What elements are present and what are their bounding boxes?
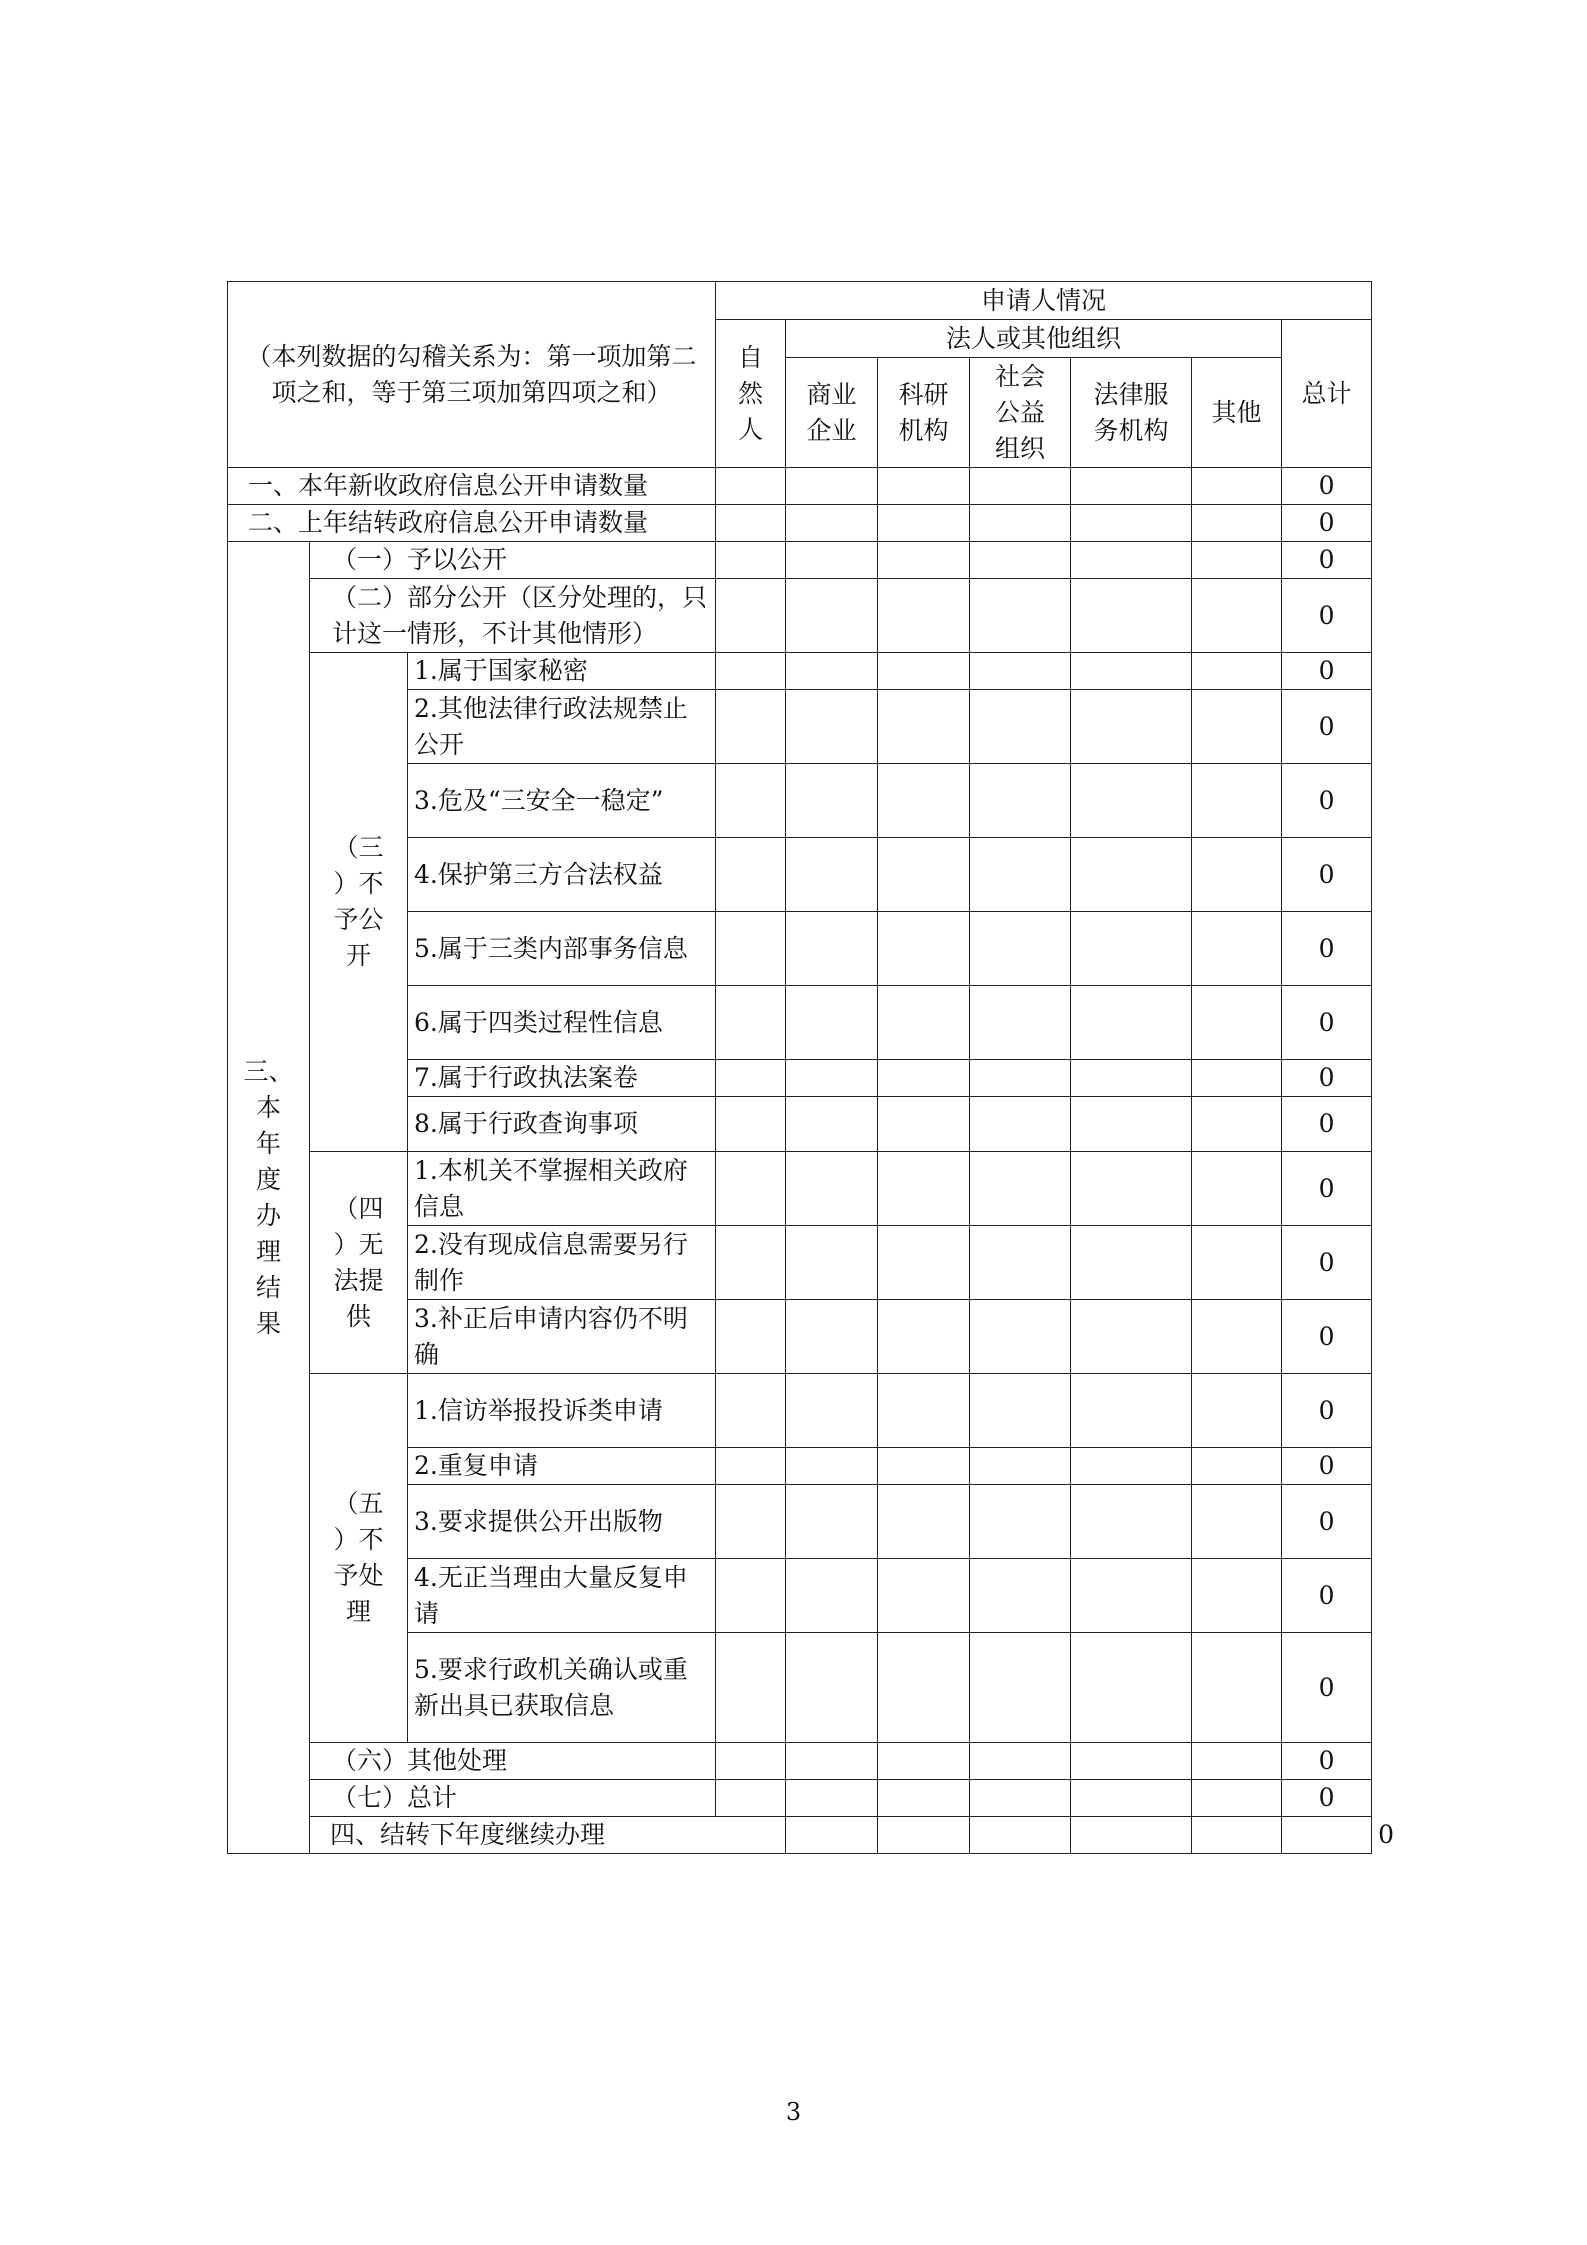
data-cell [970, 1780, 1071, 1817]
data-cell [1192, 764, 1282, 838]
data-cell [786, 1060, 878, 1097]
data-cell [1071, 1743, 1192, 1780]
data-cell [878, 838, 970, 912]
table-row [228, 282, 1372, 320]
row-label: 二、上年结转政府信息公开申请数量 [228, 505, 716, 542]
data-cell [716, 764, 786, 838]
data-cell [970, 1485, 1071, 1559]
data-cell [716, 542, 786, 579]
row-label: 7.属于行政执法案卷 [408, 1060, 716, 1097]
data-cell [970, 1559, 1071, 1633]
row-label: 四、结转下年度继续办理 [310, 1817, 786, 1854]
row-label: （一）予以公开 [310, 542, 716, 579]
data-cell [716, 1097, 786, 1152]
data-cell [878, 1485, 970, 1559]
applications-table [227, 281, 1395, 1854]
row-total: 0 [1282, 1559, 1372, 1633]
row-total: 0 [1282, 764, 1372, 838]
data-cell [716, 690, 786, 764]
row-total: 0 [1282, 1226, 1372, 1300]
data-cell [970, 1374, 1071, 1448]
row-total: 0 [1282, 1374, 1372, 1448]
data-cell [878, 1152, 970, 1226]
header-col-legal-service: 法律服 务机构 [1071, 358, 1192, 468]
data-cell [970, 579, 1071, 653]
row-total: 0 [1282, 1060, 1372, 1097]
data-cell [878, 1448, 970, 1485]
data-cell [716, 468, 786, 505]
data-cell [1192, 468, 1282, 505]
data-cell [1192, 579, 1282, 653]
data-cell [878, 912, 970, 986]
header-col-research: 科研 机构 [878, 358, 970, 468]
data-cell [878, 1559, 970, 1633]
data-cell [1071, 838, 1192, 912]
data-cell [970, 1226, 1071, 1300]
data-cell [1192, 912, 1282, 986]
table-row [228, 505, 1372, 542]
data-cell [1192, 505, 1282, 542]
row-total: 0 [1282, 1780, 1372, 1817]
row-label: 2.重复申请 [408, 1448, 716, 1485]
data-cell [786, 653, 878, 690]
data-cell [1192, 1097, 1282, 1152]
data-cell [1192, 1152, 1282, 1226]
data-cell [1071, 1780, 1192, 1817]
data-cell [878, 1060, 970, 1097]
data-cell [1071, 1633, 1192, 1743]
data-cell [1192, 542, 1282, 579]
data-cell [1192, 1743, 1282, 1780]
data-cell [878, 542, 970, 579]
data-cell [970, 653, 1071, 690]
data-cell [970, 1817, 1071, 1854]
data-cell [716, 1152, 786, 1226]
data-cell [1071, 468, 1192, 505]
data-cell [1071, 1152, 1192, 1226]
row-label: 1.信访举报投诉类申请 [408, 1374, 716, 1448]
group-cannot-provide: （四 ）无 法提 供 [310, 1152, 408, 1374]
data-cell [786, 579, 878, 653]
row-label: （六）其他处理 [310, 1743, 716, 1780]
data-cell [1071, 912, 1192, 986]
data-cell [878, 1097, 970, 1152]
data-cell [970, 912, 1071, 986]
data-cell [716, 1060, 786, 1097]
data-cell [1192, 1633, 1282, 1743]
row-label: 一、本年新收政府信息公开申请数量 [228, 468, 716, 505]
row-label: 2.其他法律行政法规禁止公开 [408, 690, 716, 764]
data-cell [716, 653, 786, 690]
row-total: 0 [1282, 542, 1372, 579]
table-row [228, 653, 1372, 690]
data-cell [716, 838, 786, 912]
row-total: 0 [1282, 1097, 1372, 1152]
row-total: 0 [1282, 1152, 1372, 1226]
data-cell [786, 542, 878, 579]
data-cell [1192, 1448, 1282, 1485]
row-total: 0 [1282, 912, 1372, 986]
row-total: 0 [1282, 468, 1372, 505]
data-cell [1071, 542, 1192, 579]
row-label: 8.属于行政查询事项 [408, 1097, 716, 1152]
row-label: 3.危及“三安全一稳定” [408, 764, 716, 838]
row-label: 4.保护第三方合法权益 [408, 838, 716, 912]
data-cell [970, 1097, 1071, 1152]
data-cell [716, 579, 786, 653]
data-cell [878, 1817, 970, 1854]
data-cell [786, 1226, 878, 1300]
data-cell [786, 986, 878, 1060]
data-cell [786, 690, 878, 764]
data-cell [1071, 1226, 1192, 1300]
data-cell [1192, 1374, 1282, 1448]
data-cell [878, 986, 970, 1060]
data-cell [1071, 1559, 1192, 1633]
data-cell [786, 1633, 878, 1743]
row-label: 1.属于国家秘密 [408, 653, 716, 690]
row-total: 0 [1282, 986, 1372, 1060]
row-label: （七）总计 [310, 1780, 716, 1817]
data-cell [878, 653, 970, 690]
data-cell [716, 505, 786, 542]
data-cell [878, 1374, 970, 1448]
table-row [228, 468, 1372, 505]
header-legal-org-group: 法人或其他组织 [786, 320, 1282, 358]
data-cell [878, 690, 970, 764]
row-total: 0 [1282, 690, 1372, 764]
data-cell [786, 1097, 878, 1152]
data-cell [716, 1300, 786, 1374]
row-total: 0 [1282, 1743, 1372, 1780]
table-row: 四、结转下年度继续办理 0 [228, 1817, 1372, 1854]
row-total: 0 [1282, 653, 1372, 690]
data-cell [1071, 764, 1192, 838]
data-cell [786, 912, 878, 986]
data-cell [970, 690, 1071, 764]
data-cell [1071, 1448, 1192, 1485]
header-col-business: 商业 企业 [786, 358, 878, 468]
row-label: 3.补正后申请内容仍不明确 [408, 1300, 716, 1374]
data-cell [1192, 986, 1282, 1060]
row-total: 0 [1282, 1633, 1372, 1743]
data-cell [878, 579, 970, 653]
data-cell [970, 1152, 1071, 1226]
data-cell [1192, 1559, 1282, 1633]
group-not-disclosed: （三 ）不 予公 开 [310, 653, 408, 1152]
data-cell [716, 1448, 786, 1485]
data-cell [716, 912, 786, 986]
data-cell [1071, 653, 1192, 690]
row-total: 0 [1282, 579, 1372, 653]
row-label: 6.属于四类过程性信息 [408, 986, 716, 1060]
data-cell [970, 468, 1071, 505]
data-cell [1071, 1374, 1192, 1448]
data-cell [878, 468, 970, 505]
data-cell [786, 838, 878, 912]
header-natural-person: 自 然 人 [716, 320, 786, 468]
data-cell [970, 1448, 1071, 1485]
data-cell [716, 1374, 786, 1448]
data-cell [878, 505, 970, 542]
row-label: 3.要求提供公开出版物 [408, 1485, 716, 1559]
table-row [228, 1374, 1372, 1448]
data-cell [1192, 1300, 1282, 1374]
data-cell [878, 1226, 970, 1300]
data-cell [878, 1633, 970, 1743]
data-cell [878, 1300, 970, 1374]
data-cell [970, 1633, 1071, 1743]
data-cell [1071, 1097, 1192, 1152]
data-cell [786, 1152, 878, 1226]
data-cell [970, 838, 1071, 912]
section3-label: 三、 本 年 度 办 理 结 果 [228, 542, 310, 1854]
row-total: 0 [1282, 505, 1372, 542]
data-cell [786, 1485, 878, 1559]
data-cell [786, 468, 878, 505]
data-cell [970, 542, 1071, 579]
data-cell [786, 505, 878, 542]
table-row [228, 1152, 1372, 1226]
data-cell [878, 1780, 970, 1817]
data-cell [1071, 1300, 1192, 1374]
data-cell [970, 1060, 1071, 1097]
data-cell [716, 1633, 786, 1743]
header-col-nonprofit: 社会 公益 组织 [970, 358, 1071, 468]
row-total: 0 [1282, 1300, 1372, 1374]
data-cell [786, 764, 878, 838]
data-cell [716, 1226, 786, 1300]
data-cell [716, 1743, 786, 1780]
row-label: （二）部分公开（区分处理的，只计这一情形，不计其他情形） [310, 579, 716, 653]
data-cell [1192, 1817, 1282, 1854]
data-cell [1282, 1817, 1372, 1854]
data-cell [878, 1743, 970, 1780]
data-cell [970, 1300, 1071, 1374]
data-cell [970, 764, 1071, 838]
header-applicant-situation: 申请人情况 [716, 282, 1372, 320]
row-label: 2.没有现成信息需要另行制作 [408, 1226, 716, 1300]
data-cell [786, 1817, 878, 1854]
data-cell [716, 1559, 786, 1633]
data-cell [1071, 690, 1192, 764]
row-label: 5.属于三类内部事务信息 [408, 912, 716, 986]
data-cell [716, 986, 786, 1060]
data-cell [1192, 653, 1282, 690]
data-cell [786, 1448, 878, 1485]
row-total: 0 [1282, 1485, 1372, 1559]
data-cell [878, 764, 970, 838]
data-cell [786, 1780, 878, 1817]
table-row [228, 1743, 1372, 1780]
table-row [228, 579, 1372, 653]
row-total: 0 [1282, 1448, 1372, 1485]
data-cell [1192, 1226, 1282, 1300]
data-cell [970, 1743, 1071, 1780]
data-cell [786, 1374, 878, 1448]
header-total: 总计 [1282, 320, 1372, 468]
data-cell [786, 1300, 878, 1374]
data-cell [1192, 1780, 1282, 1817]
row-label: 4.无正当理由大量反复申请 [408, 1559, 716, 1633]
data-cell [970, 986, 1071, 1060]
page-number: 3 [785, 2098, 802, 2126]
row-label: 5.要求行政机关确认或重新出具已获取信息 [408, 1633, 716, 1743]
data-cell [1192, 838, 1282, 912]
table-row [228, 542, 1372, 579]
header-note: （本列数据的勾稽关系为：第一项加第二项之和，等于第三项加第四项之和） [228, 282, 716, 468]
data-cell [1071, 579, 1192, 653]
table-row [228, 1780, 1372, 1817]
row-label: 1.本机关不掌握相关政府信息 [408, 1152, 716, 1226]
data-cell [1071, 1485, 1192, 1559]
data-cell [1192, 1485, 1282, 1559]
data-cell [970, 505, 1071, 542]
data-cell [786, 1559, 878, 1633]
data-cell [786, 1743, 878, 1780]
data-cell [716, 1485, 786, 1559]
header-col-other: 其他 [1192, 358, 1282, 468]
data-cell [1071, 1817, 1192, 1854]
data-cell [1071, 986, 1192, 1060]
data-cell [716, 1780, 786, 1817]
data-cell [1192, 690, 1282, 764]
group-not-processed: （五 ）不 予处 理 [310, 1374, 408, 1743]
data-cell [1071, 1060, 1192, 1097]
data-cell [1071, 505, 1192, 542]
data-cell [1192, 1060, 1282, 1097]
row-total: 0 [1282, 838, 1372, 912]
